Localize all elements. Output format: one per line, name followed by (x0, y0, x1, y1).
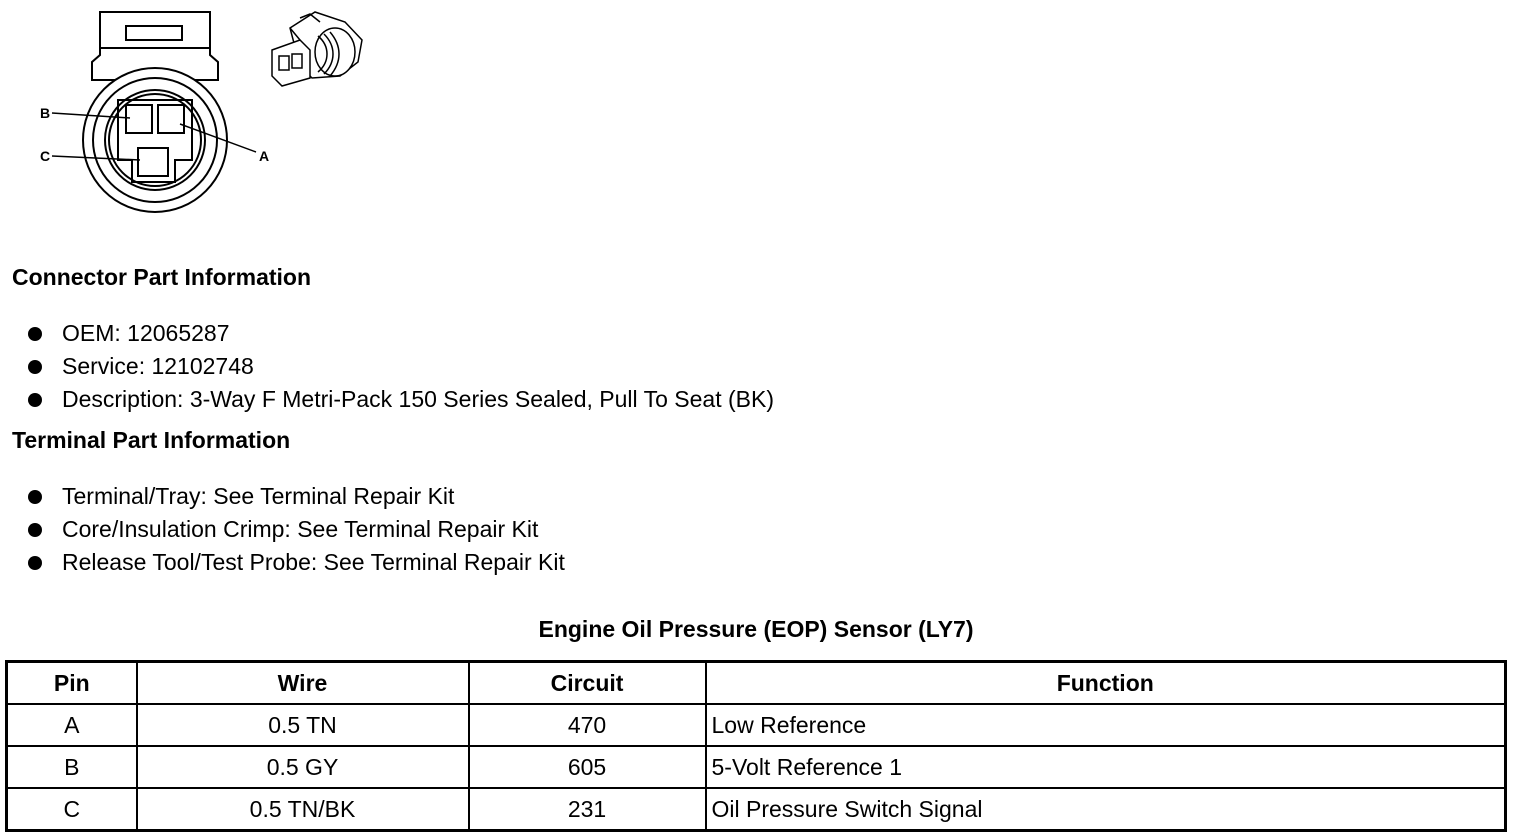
table-row (7, 704, 1506, 746)
list-item (28, 546, 565, 579)
connector-isometric-view (272, 12, 362, 86)
cell-pin: C (7, 788, 137, 831)
list-item-text: Core/Insulation Crimp: See Terminal Repair Kit (62, 516, 539, 542)
list-item-text: OEM: 12065287 (62, 320, 230, 346)
column-header-function: Function (706, 662, 1506, 705)
bullet-icon (28, 490, 42, 504)
connector-part-info-list (28, 317, 774, 416)
connector-diagram (0, 0, 380, 225)
connector-face-view (83, 12, 227, 212)
terminal-part-info-list (28, 480, 565, 579)
pin-label-c: C (40, 148, 51, 164)
bullet-icon (28, 360, 42, 374)
table-row (7, 746, 1506, 788)
list-item (28, 317, 774, 350)
table-header-row (7, 662, 1506, 705)
cell-pin: B (7, 746, 137, 788)
list-item (28, 350, 774, 383)
bullet-icon (28, 327, 42, 341)
cell-wire: 0.5 TN/BK (137, 788, 469, 831)
list-item (28, 480, 565, 513)
pinout-table (5, 660, 1507, 832)
connector-part-info-heading: Connector Part Information (12, 264, 312, 290)
list-item-text: Release Tool/Test Probe: See Terminal Repair Kit (62, 549, 565, 575)
column-header-wire: Wire (137, 662, 469, 705)
table-row (7, 788, 1506, 831)
cell-wire: 0.5 GY (137, 746, 469, 788)
cell-circuit: 470 (469, 704, 706, 746)
column-header-circuit: Circuit (469, 662, 706, 705)
column-header-pin: Pin (7, 662, 137, 705)
cell-function: 5-Volt Reference 1 (706, 746, 1506, 788)
list-item (28, 513, 565, 546)
cell-circuit: 231 (469, 788, 706, 831)
cell-function: Oil Pressure Switch Signal (706, 788, 1506, 831)
bullet-icon (28, 393, 42, 407)
bullet-icon (28, 556, 42, 570)
cell-pin: A (7, 704, 137, 746)
cell-wire: 0.5 TN (137, 704, 469, 746)
cell-function: Low Reference (706, 704, 1506, 746)
pin-label-a: A (259, 148, 270, 164)
list-item-text: Terminal/Tray: See Terminal Repair Kit (62, 483, 455, 509)
bullet-icon (28, 523, 42, 537)
list-item (28, 383, 774, 416)
list-item-text: Service: 12102748 (62, 353, 254, 379)
pin-label-b: B (40, 105, 51, 121)
terminal-part-info-heading: Terminal Part Information (12, 427, 291, 453)
table-title: Engine Oil Pressure (EOP) Sensor (LY7) (538, 616, 974, 642)
list-item-text: Description: 3-Way F Metri-Pack 150 Series Sealed, Pull To Seat (BK) (62, 386, 775, 412)
cell-circuit: 605 (469, 746, 706, 788)
